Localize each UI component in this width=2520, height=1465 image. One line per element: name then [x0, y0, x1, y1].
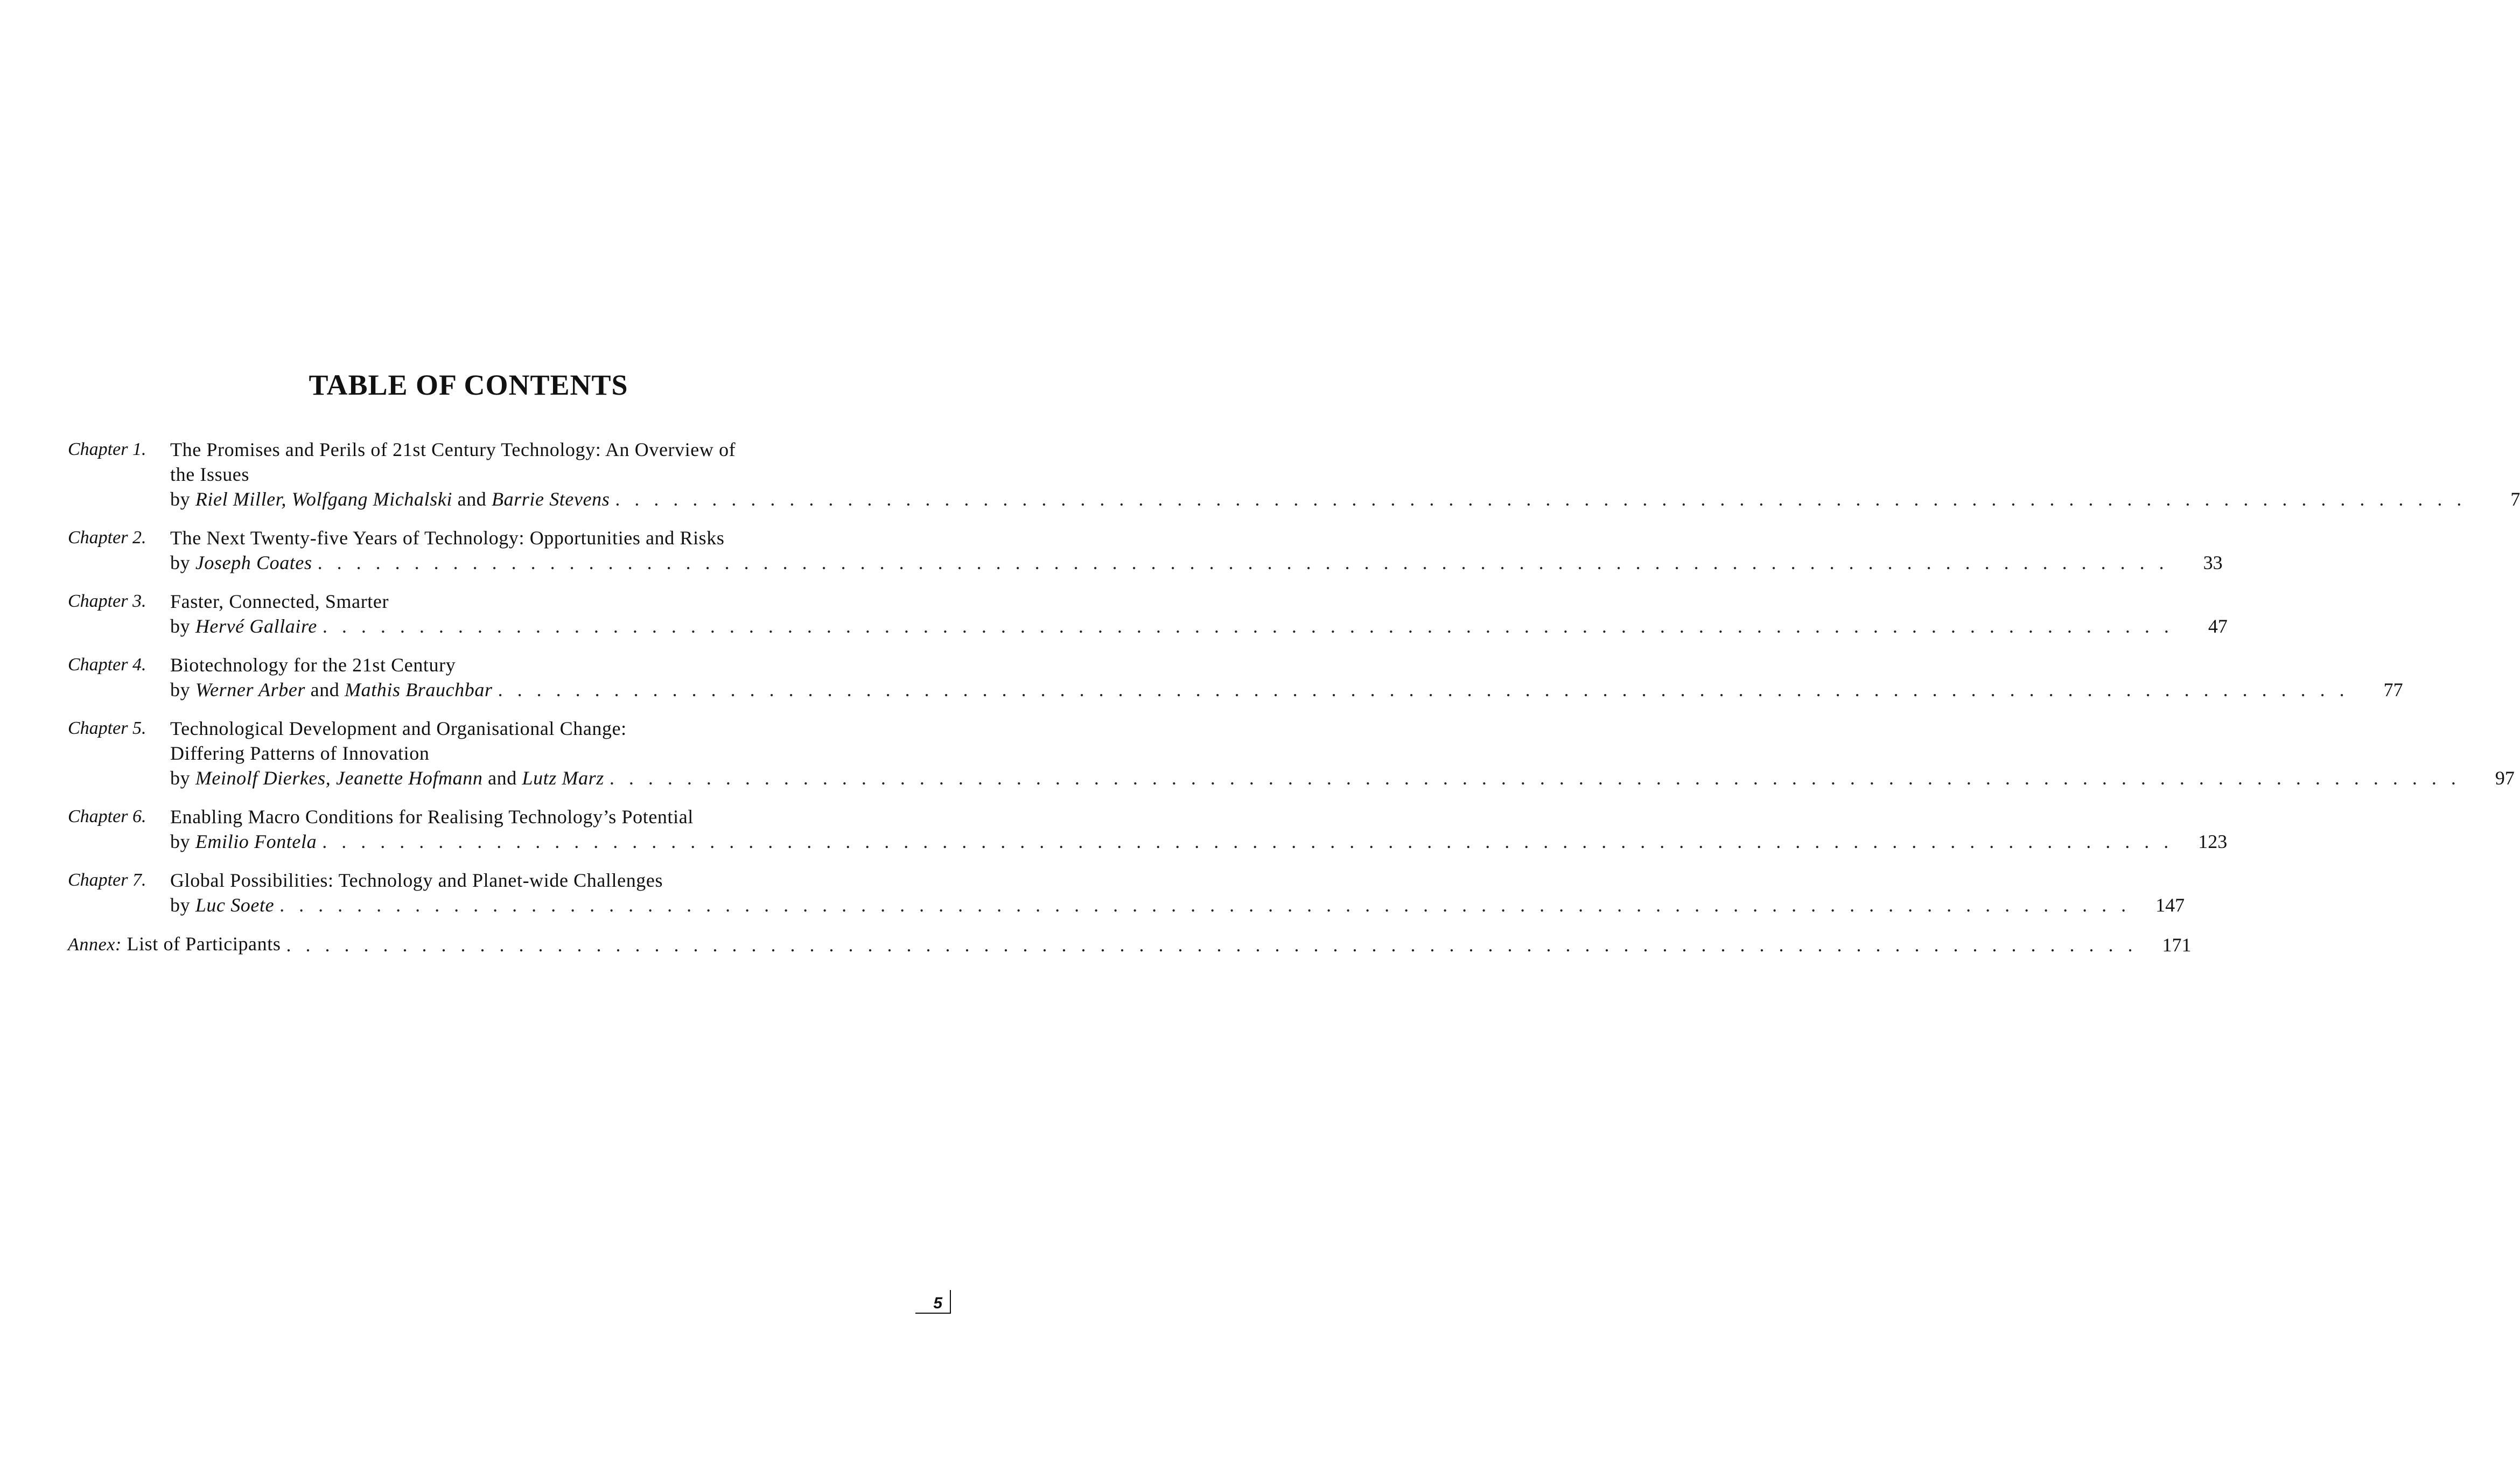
toc-entry[interactable]	[68, 804, 2228, 854]
dot-leader: . . . . . . . . . . . . . . . . . . . . . . . . . . . . . . . . . . . . . . . . . . . . . . . . . . . . . . . . . . . . . . . . . . . . . . . . . . . . . . . . . . . . . . . . . . . . . . . .	[609, 767, 2461, 789]
chapter-title-line: Biotechnology for the 21st Century	[170, 654, 456, 676]
author-name: Mathis Brauchbar	[345, 679, 493, 700]
chapter-author-line	[170, 614, 2228, 639]
by-word: by	[170, 831, 191, 852]
chapter-page-number: 97	[2495, 767, 2515, 789]
chapter-body	[170, 716, 2515, 790]
chapter-title-line: Differing Patterns of Innovation	[170, 742, 430, 764]
chapter-page-number: 77	[2383, 679, 2403, 700]
author-name: Riel Miller, Wolfgang Michalski	[195, 488, 453, 510]
chapter-title-line: The Promises and Perils of 21st Century Technology: An Overview of	[170, 439, 736, 460]
chapter-body	[170, 804, 2228, 854]
byline	[170, 487, 610, 511]
by-word: by	[170, 767, 191, 789]
dot-leader: . . . . . . . . . . . . . . . . . . . . . . . . . . . . . . . . . . . . . . . . . . . . . . . . . . . . . . . . . . . . . . . . . . . . . . . . . . . . . . . . . . . . . . . . . . . . . . . .	[498, 679, 2349, 700]
chapter-body	[170, 437, 2520, 511]
byline	[170, 766, 604, 790]
toc-entry[interactable]	[68, 437, 2520, 511]
chapter-title-line: Faster, Connected, Smarter	[170, 591, 389, 612]
chapter-author-line	[170, 893, 2185, 917]
by-word: by	[170, 894, 191, 916]
annex-page-number: 171	[2162, 934, 2192, 956]
dot-leader: . . . . . . . . . . . . . . . . . . . . . . . . . . . . . . . . . . . . . . . . . . . . . . . . . . . . . . . . . . . . . . . . . . . . . . . . . . . . . . . . . . . . . . . . . . . . . . . .	[322, 831, 2174, 852]
dot-leader: . . . . . . . . . . . . . . . . . . . . . . . . . . . . . . . . . . . . . . . . . . . . . . . . . . . . . . . . . . . . . . . . . . . . . . . . . . . . . . . . . . . . . . . . . . . . . . . .	[322, 615, 2174, 637]
dot-leader: . . . . . . . . . . . . . . . . . . . . . . . . . . . . . . . . . . . . . . . . . . . . . . . . . . . . . . . . . . . . . . . . . . . . . . . . . . . . . . . . . . . . . . . . . . . . . . . .	[615, 488, 2467, 510]
byline	[170, 550, 312, 575]
by-word: by	[170, 679, 191, 700]
dot-leader: . . . . . . . . . . . . . . . . . . . . . . . . . . . . . . . . . . . . . . . . . . . . . . . . . . . . . . . . . . . . . . . . . . . . . . . . . . . . . . . . . . . . . . . . . . . . . . . .	[317, 552, 2169, 573]
chapter-body	[170, 525, 2223, 575]
dot-leader: . . . . . . . . . . . . . . . . . . . . . . . . . . . . . . . . . . . . . . . . . . . . . . . . . . . . . . . . . . . . . . . . . . . . . . . . . . . . . . . . . . . . . . . . . . . . . . . .	[286, 934, 2138, 956]
chapter-page-number: 147	[2155, 894, 2185, 916]
chapter-page-number: 7	[2510, 488, 2520, 510]
chapter-title-line: the Issues	[170, 464, 249, 485]
annex-label: Annex:	[68, 935, 122, 955]
author-conjunction: and	[452, 488, 492, 510]
author-name: Luc Soete	[195, 894, 275, 916]
byline	[170, 893, 274, 917]
chapter-label: Chapter 2.	[68, 528, 146, 548]
author-name: Joseph Coates	[195, 552, 312, 573]
chapter-title-line: The Next Twenty-five Years of Technology: Opportunities and Risks	[170, 527, 725, 549]
chapter-title-line: Global Possibilities: Technology and Planet-wide Challenges	[170, 870, 663, 891]
byline	[170, 829, 317, 854]
chapter-author-line	[170, 766, 2515, 790]
by-word: by	[170, 488, 191, 510]
by-word: by	[170, 615, 191, 637]
chapter-author-line	[170, 677, 2403, 702]
author-conjunction: and	[305, 679, 345, 700]
chapter-label: Chapter 1.	[68, 439, 146, 459]
author-name: Meinolf Dierkes, Jeanette Hofmann	[195, 767, 483, 789]
byline	[170, 677, 493, 702]
author-conjunction: and	[482, 767, 522, 789]
author-name: Werner Arber	[195, 679, 306, 700]
author-name: Emilio Fontela	[195, 831, 317, 852]
byline	[170, 614, 317, 639]
chapter-author-line	[170, 829, 2228, 854]
chapter-page-number: 47	[2208, 615, 2228, 637]
toc-entry-annex[interactable]	[68, 931, 2192, 957]
author-name: Barrie Stevens	[492, 488, 610, 510]
page-title: TABLE OF CONTENTS	[309, 369, 628, 402]
dot-leader: . . . . . . . . . . . . . . . . . . . . . . . . . . . . . . . . . . . . . . . . . . . . . . . . . . . . . . . . . . . . . . . . . . . . . . . . . . . . . . . . . . . . . . . . . . . . . . . .	[279, 894, 2131, 916]
table-of-contents	[68, 437, 2520, 957]
chapter-author-line	[170, 487, 2520, 511]
chapter-label: Chapter 7.	[68, 870, 146, 890]
chapter-page-number: 123	[2198, 831, 2228, 852]
by-word: by	[170, 552, 191, 573]
toc-entry[interactable]	[68, 868, 2185, 917]
toc-entry[interactable]	[68, 525, 2223, 575]
chapter-label: Chapter 3.	[68, 591, 146, 611]
chapter-body	[170, 868, 2185, 917]
toc-entry[interactable]	[68, 716, 2515, 790]
page-folio	[915, 1290, 951, 1314]
chapter-page-number: 33	[2203, 552, 2223, 573]
toc-entry[interactable]	[68, 653, 2403, 702]
chapter-title-line: Technological Development and Organisational Change:	[170, 718, 627, 739]
chapter-body	[170, 653, 2403, 702]
toc-entries	[68, 437, 2520, 917]
author-name: Hervé Gallaire	[195, 615, 317, 637]
annex-text: List of Participants	[127, 933, 281, 955]
chapter-label: Chapter 4.	[68, 655, 146, 675]
chapter-author-line	[170, 550, 2223, 575]
chapter-label: Chapter 6.	[68, 807, 146, 826]
chapter-title-line: Enabling Macro Conditions for Realising Technology’s Potential	[170, 806, 694, 828]
toc-entry[interactable]	[68, 589, 2228, 639]
folio-number: 5	[933, 1294, 942, 1312]
chapter-body	[170, 589, 2228, 639]
author-name: Lutz Marz	[522, 767, 604, 789]
chapter-label: Chapter 5.	[68, 718, 146, 738]
